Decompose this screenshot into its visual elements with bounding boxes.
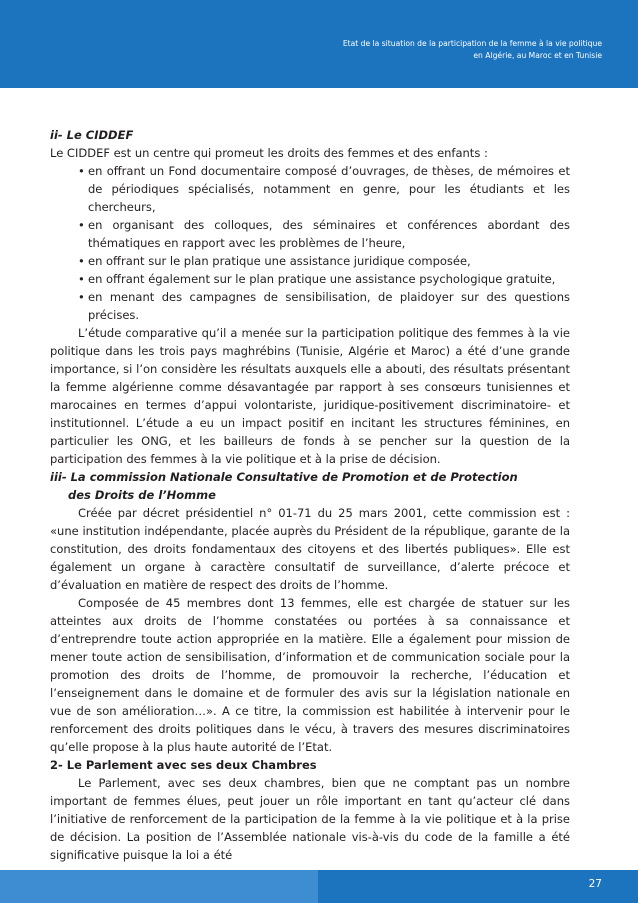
running-header-line-1: Etat de la situation de la participation de la femme à la vie politique: [342, 39, 602, 48]
page-header-band: [0, 0, 638, 88]
list-item: • en offrant sur le plan pratique une assistance juridique composée,: [78, 252, 570, 270]
section-ii-paragraph: L’étude comparative qu’il a menée sur la participation politique des femmes à la vie politique dans les trois pays maghrébins (Tunisie, Algérie et Maroc) a été d’une grande importance, si l’on considère les résultats auxquels elle a abouti, des résultats présentant la femme algérienne comme désavantagée par rapport à ses consœurs tunisiennes et marocaines en termes d’appui volontariste, juridique-positivement discriminatoire- et institutionnel. L’étude a eu un impact positif en incitant les structures féminines, en particulier les ONG, et les bailleurs de fonds à se pencher sur la question de la participation des femmes à la vie politique et à la prise de décision.: [50, 326, 570, 466]
running-header: [343, 38, 602, 62]
ciddef-activities-list: [50, 162, 570, 324]
section-2-paragraph: Le Parlement, avec ses deux chambres, bien que ne comptant pas un nombre important de femmes élues, peut jouer un rôle important en tant qu’acteur clé dans l’initiative de renforcement de la participation de la femme à la vie politique et à la prise de décision. La position de l’Assemblée nationale vis-à-vis du code de la famille a été significative puisque la loi a été: [50, 776, 570, 862]
list-item: • en organisant des colloques, des séminaires et conférences abordant des thématiques en rapport avec les problèmes de l’heure,: [78, 216, 570, 252]
section-ii-heading: ii- Le CIDDEF: [50, 128, 134, 142]
page-footer-band: [0, 870, 638, 903]
footer-accent-block: [0, 870, 318, 903]
running-header-line-2: en Algérie, au Maroc et en Tunisie: [473, 51, 602, 60]
list-item: • en menant des campagnes de sensibilisation, de plaidoyer sur des questions précises.: [78, 288, 570, 324]
section-ii-intro: Le CIDDEF est un centre qui promeut les droits des femmes et des enfants :: [50, 146, 488, 160]
section-iii-heading-line-1: iii- La commission Nationale Consultative de Promotion et de Protection: [50, 470, 518, 484]
section-iii-paragraph-2: Composée de 45 membres dont 13 femmes, elle est chargée de statuer sur les atteintes aux droits de l’homme constatées ou portées à sa connaissance et d’entreprendre toute action appropriée en la matière. Elle a également pour mission de mener toute action de sensibilisation, d’information et de communication sociale pour la promotion des droits de l’homme, de promouvoir la recherche, l’éducation et l’enseignement dans le domaine et de formuler des avis sur la législation nationale en vue de son amélioration…». A ce titre, la commission est habilitée à intervenir pour le renforcement des droits politiques dans le vécu, à travers des mesures discriminatoires qu’elle propose à la plus haute autorité de l’Etat.: [50, 596, 570, 754]
page-number: 27: [588, 878, 602, 890]
section-iii-heading-line-2: des Droits de l’Homme: [68, 488, 216, 502]
list-item: • en offrant également sur le plan pratique une assistance psychologique gratuite,: [78, 270, 570, 288]
list-item: • en offrant un Fond documentaire composé d’ouvrages, de thèses, de mémoires et de périodiques spécialisés, notamment en genre, pour les étudiants et les chercheurs,: [78, 162, 570, 216]
section-2-heading: 2- Le Parlement avec ses deux Chambres: [50, 758, 317, 772]
section-iii-paragraph-1: Créée par décret présidentiel n° 01-71 du 25 mars 2001, cette commission est : «une institution indépendante, placée auprès du Président de la république, garante de la constitution, des droits fondamentaux des citoyens et des libertés publiques». Elle est également un organe à caractère consultatif de surveillance, d’alerte précoce et d’évaluation en matière de respect des droits de l’homme.: [50, 506, 570, 592]
page-body: [50, 126, 570, 864]
section-iii-heading: [50, 468, 570, 504]
